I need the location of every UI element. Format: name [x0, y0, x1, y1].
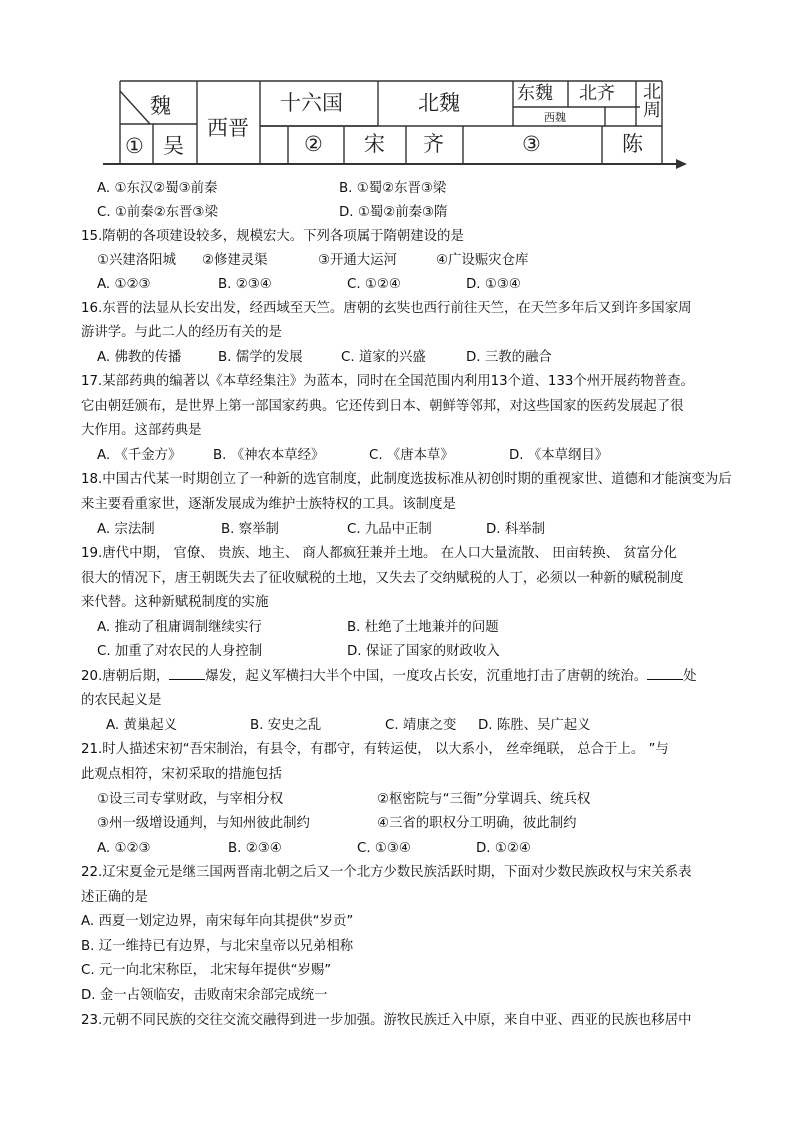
- cell-beiwei: 北魏: [418, 91, 460, 115]
- cell-chen: 陈: [622, 132, 643, 156]
- q21-item-1: ①设三司专掌财政，与宰相分权: [97, 792, 284, 807]
- q18-stem-line2: 来主要看重家世，逐渐发展成为维护士族特权的工具。该制度是: [81, 497, 456, 512]
- q20-stem-line2: 的农民起义是: [81, 693, 162, 708]
- q22-option-a: A. 西夏一划定边界，南宋每年向其提供“岁贡”: [81, 914, 354, 929]
- cell-qi: 齐: [423, 132, 444, 156]
- q19-option-d: D. 保证了国家的财政收入: [347, 644, 500, 659]
- cell-xijin: 西晋: [207, 116, 249, 140]
- cell-wu: 吴: [163, 134, 184, 158]
- cell-song: 宋: [364, 132, 385, 156]
- q22-stem-line2: 述正确的是: [81, 890, 148, 905]
- q20-option-c: C. 靖康之变: [385, 718, 457, 733]
- q19-stem-line1: 19.唐代中期， 官僚、 贵族、地主、 商人都疯狂兼并土地。 在人口大量流散、 田亩转换、 贫富分化: [81, 546, 677, 561]
- q21-option-c: C. ①③④: [357, 841, 411, 856]
- cell-shiliuguo: 十六国: [280, 91, 343, 115]
- cell-marker-1: ①: [125, 134, 144, 158]
- q15-item-2: ②修建灵渠: [202, 253, 268, 268]
- q19-stem-line3: 来代替。这种新赋税制度的实施: [81, 595, 269, 610]
- q14-option-d: D. ①蜀②前秦③隋: [339, 205, 448, 220]
- q14-option-a: A. ①东汉②蜀③前秦: [97, 181, 218, 196]
- q22-stem-line1: 22.辽宋夏金元是继三国两晋南北朝之后又一个北方少数民族活跃时期，下面对少数民族政权与宋关系表: [81, 865, 692, 880]
- q17-option-c: C. 《唐本草》: [369, 448, 454, 463]
- q23-stem-line1: 23.元朝不同民族的交往交流交融得到进一步加强。游牧民族迁入中原，来自中亚、西亚的民族也移居中: [81, 1013, 692, 1028]
- q21-stem-line2: 此观点相符，宋初采取的措施包括: [81, 767, 282, 782]
- q15-option-a: A. ①②③: [97, 277, 151, 292]
- q21-item-2: ②枢密院与“三衙”分掌调兵、统兵权: [377, 792, 591, 807]
- q15-item-3: ③开通大运河: [318, 253, 397, 268]
- q20-option-a: A. 黄巢起义: [106, 718, 177, 733]
- q21-option-b: B. ②③④: [228, 841, 282, 856]
- q20-option-d: D. 陈胜、吴广起义: [478, 718, 591, 733]
- q18-option-c: C. 九品中正制: [347, 522, 432, 537]
- q15-stem: 15.隋朝的各项建设较多，规模宏大。下列各项属于隋朝建设的是: [81, 229, 464, 244]
- q22-option-b: B. 辽一维持已有边界，与北宋皇帝以兄弟相称: [81, 939, 354, 954]
- q19-option-b: B. 杜绝了土地兼并的问题: [347, 620, 499, 635]
- q15-item-4: ④广设赈灾仓库: [436, 253, 529, 268]
- q16-stem-line2: 游讲学。与此二人的经历有关的是: [81, 325, 282, 340]
- q20-stem-part-a: 20.唐朝后期，: [81, 669, 170, 684]
- q21-item-4: ④三省的职权分工明确，彼此制约: [377, 816, 577, 831]
- q19-stem-line2: 很大的情况下，唐王朝既失去了征收赋税的土地，又失去了交纳赋税的人丁，必须以一种新的赋税制度: [81, 571, 684, 586]
- q20-stem-part-b: 爆发，起义军横扫大半个中国，一度攻占长安，沉重地打击了唐朝的统治。: [205, 669, 648, 684]
- q19-option-a: A. 推动了租庸调制继续实行: [97, 620, 262, 635]
- q14-option-c: C. ①前秦②东晋③梁: [97, 205, 218, 220]
- cell-beizhou: 北周: [640, 82, 661, 118]
- q17-stem-line3: 大作用。这部药典是: [81, 423, 202, 438]
- q18-option-a: A. 宗法制: [97, 522, 155, 537]
- q15-option-d: D. ①③④: [466, 277, 521, 292]
- cell-marker-2: ②: [304, 132, 323, 156]
- cell-wei: 魏: [150, 94, 171, 118]
- dynasty-timeline: [100, 76, 700, 176]
- q17-stem-line2: 它由朝廷颁布，是世界上第一部国家药典。它还传到日本、朝鲜等邻邦，对这些国家的医药发展起了很: [81, 399, 684, 414]
- q17-stem-line1: 17.某部药典的编著以《本草经集注》为蓝本，同时在全国范围内利用13个道、133个州开展药物普查。: [81, 374, 694, 389]
- q16-option-a: A. 佛教的传播: [97, 350, 182, 365]
- q20-stem-part-c: 处: [683, 669, 697, 684]
- q14-option-b: B. ①蜀②东晋③梁: [339, 181, 447, 196]
- q20-blank-2: [647, 667, 683, 680]
- q16-stem-line1: 16.东晋的法显从长安出发，经西域至天竺。唐朝的玄奘也西行前往天竺，在天竺多年后又到许多国家周: [81, 301, 692, 316]
- q21-stem-line1: 21.时人描述宋初“吾宋制治，有县令，有郡守，有转运使， 以大系小， 丝牵绳联， 总合于上。 ”与: [81, 742, 669, 757]
- q17-option-b: B. 《神农本草经》: [213, 448, 325, 463]
- cell-marker-3: ③: [522, 132, 541, 156]
- q17-option-a: A. 《千金方》: [97, 448, 182, 463]
- q21-option-a: A. ①②③: [97, 841, 151, 856]
- cell-xiwei: 西魏: [544, 111, 566, 124]
- cell-dongwei: 东魏: [517, 83, 553, 104]
- q16-option-c: C. 道家的兴盛: [341, 350, 426, 365]
- q17-option-d: D. 《本草纲目》: [509, 448, 609, 463]
- q18-stem-line1: 18.中国古代某一时期创立了一种新的选官制度，此制度选拔标准从初创时期的重视家世、道德和才能演变为后: [81, 472, 732, 487]
- q20-option-b: B. 安史之乱: [250, 718, 322, 733]
- q22-option-d: D. 金一占领临安，击败南宋余部完成统一: [81, 988, 328, 1003]
- q16-option-b: B. 儒学的发展: [218, 350, 303, 365]
- cell-beiqi: 北齐: [579, 83, 615, 104]
- q15-option-b: B. ②③④: [218, 277, 272, 292]
- q15-item-1: ①兴建洛阳城: [97, 253, 176, 268]
- q16-option-d: D. 三教的融合: [466, 350, 552, 365]
- q22-option-c: C. 元一向北宋称臣， 北宋每年提供“岁赐”: [81, 963, 332, 978]
- q21-option-d: D. ①②④: [476, 841, 531, 856]
- q18-option-b: B. 察举制: [221, 522, 279, 537]
- q19-option-c: C. 加重了对农民的人身控制: [97, 644, 263, 659]
- q15-option-c: C. ①②④: [347, 277, 401, 292]
- q20-stem-line1: [81, 667, 697, 686]
- q20-blank-1: [169, 667, 205, 680]
- q18-option-d: D. 科举制: [486, 522, 545, 537]
- q21-item-3: ③州一级增设通判，与知州彼此制约: [97, 816, 310, 831]
